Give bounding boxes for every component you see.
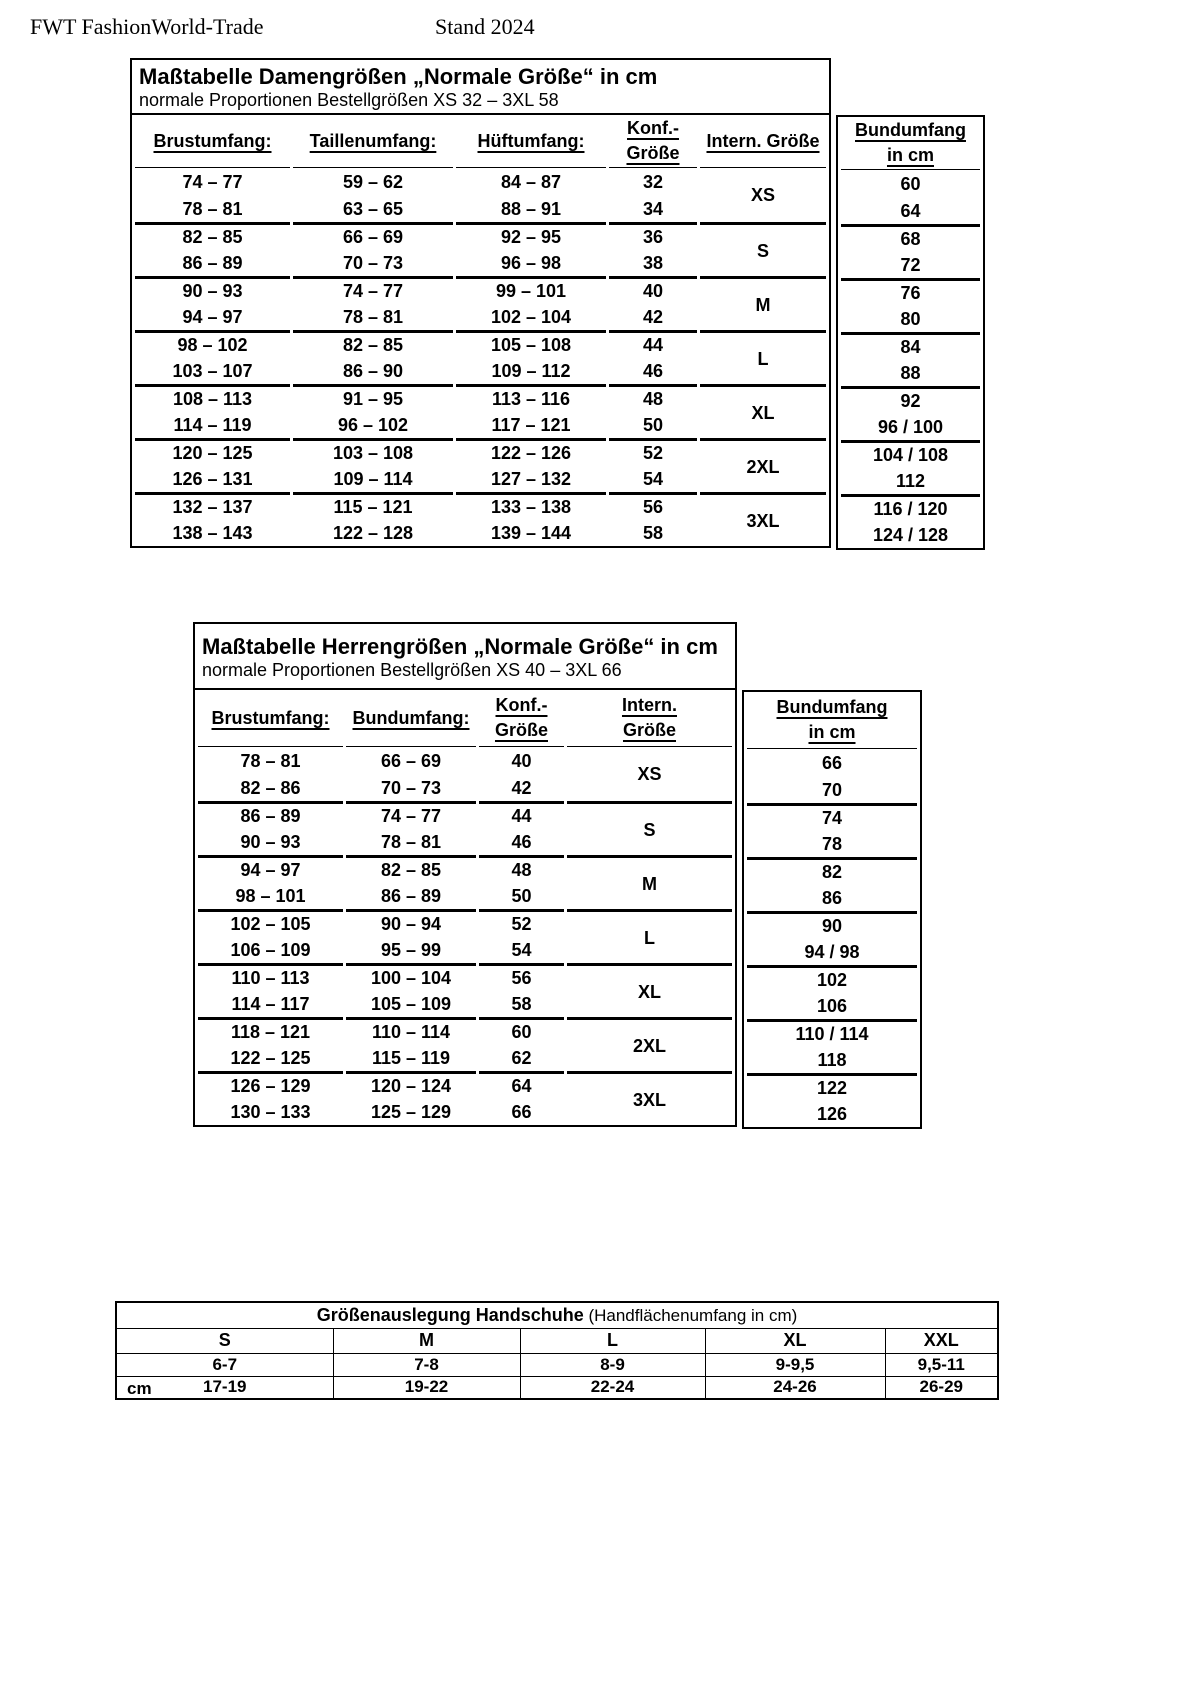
bund-row (747, 1019, 917, 1046)
glove-palm-size-cell: 8-9 (520, 1353, 705, 1376)
men-bund-box (742, 690, 922, 1129)
size-row (198, 801, 732, 828)
men-main-table (195, 690, 735, 1125)
measurement-cell: 34 (642, 198, 664, 219)
women-bund-column (836, 115, 985, 550)
measurement-cell: 86 – 89 (182, 252, 243, 273)
women-table-subtitle: normale Proportionen Bestellgrößen XS 32 – 3XL 58 (139, 90, 559, 110)
measurement-cell: 78 – 81 (240, 750, 301, 771)
measurement-cell: 126 – 129 (198, 1071, 343, 1098)
intern-size-cell: 2XL (567, 1017, 732, 1071)
women-main-table-box (130, 115, 831, 548)
measurement-cell: 52 (479, 909, 564, 936)
document-date: Stand 2024 (435, 14, 535, 39)
glove-size-header-cell: XL (705, 1328, 885, 1353)
women-bund-header-row (841, 117, 980, 170)
size-row (135, 168, 826, 195)
bund-value-cell: 78 (821, 833, 843, 854)
size-row (198, 909, 732, 936)
bund-value-cell: 92 (841, 386, 980, 413)
unit-label: cm (127, 1378, 152, 1398)
gloves-size-header-row (116, 1328, 998, 1353)
measurement-cell: 46 (511, 831, 532, 852)
measurement-cell: 54 (511, 939, 532, 960)
measurement-cell: 99 – 101 (456, 276, 606, 303)
intern-size-cell: 2XL (700, 438, 826, 492)
measurement-cell: 32 (642, 171, 664, 192)
bund-value-cell: 106 (816, 995, 848, 1016)
bund-value-cell: 84 (841, 332, 980, 359)
glove-palm-size-cell: 9,5-11 (885, 1353, 998, 1376)
measurement-cell: 102 – 104 (490, 306, 572, 327)
measurement-cell: 82 – 85 (346, 855, 476, 882)
measurement-cell: 113 – 116 (456, 384, 606, 411)
measurement-cell: 78 – 81 (182, 198, 243, 219)
bund-row (747, 965, 917, 992)
measurement-cell: 82 – 86 (240, 777, 301, 798)
measurement-cell: 74 – 77 (182, 171, 243, 192)
women-header-row (135, 115, 826, 168)
measurement-cell: 86 – 90 (342, 360, 404, 381)
bund-row (841, 332, 980, 359)
gloves-title-row (116, 1302, 998, 1328)
bund-row (747, 992, 917, 1019)
measurement-cell: 139 – 144 (490, 522, 572, 543)
men-title-box (193, 622, 737, 690)
glove-size-header-cell: L (520, 1328, 705, 1353)
measurement-cell: 98 – 102 (135, 330, 290, 357)
measurement-cell: 122 – 125 (230, 1047, 311, 1068)
glove-palm-size-cell: 6-7 (116, 1353, 333, 1376)
bund-row (841, 494, 980, 521)
measurement-cell: 66 – 69 (380, 750, 442, 771)
measurement-cell: 90 – 93 (240, 831, 301, 852)
bund-row (841, 305, 980, 332)
column-header-chest: Brustumfang: (135, 115, 290, 168)
measurement-cell: 40 (609, 276, 697, 303)
measurement-cell: 127 – 132 (490, 468, 572, 489)
measurement-cell: 50 (642, 414, 664, 435)
measurement-cell: 102 – 105 (198, 909, 343, 936)
measurement-cell: 125 – 129 (370, 1101, 452, 1122)
measurement-cell: 50 (511, 885, 532, 906)
women-main-column (130, 58, 831, 548)
glove-palm-size-cell: 7-8 (333, 1353, 520, 1376)
intern-size-cell: L (567, 909, 732, 963)
bund-value-cell: 96 / 100 (877, 416, 944, 437)
measurement-cell: 108 – 113 (135, 384, 290, 411)
measurement-cell: 106 – 109 (230, 939, 311, 960)
bund-value-cell: 86 (821, 887, 843, 908)
bund-row (747, 749, 917, 776)
intern-size-cell: S (700, 222, 826, 276)
glove-cm-cell: 17-19 cm (116, 1376, 333, 1399)
measurement-cell: 110 – 114 (346, 1017, 476, 1044)
measurement-cell: 86 – 89 (198, 801, 343, 828)
gloves-palm-size-row (116, 1353, 998, 1376)
measurement-cell: 78 – 81 (380, 831, 442, 852)
measurement-cell: 100 – 104 (346, 963, 476, 990)
bund-row (747, 857, 917, 884)
measurement-cell: 98 – 101 (235, 885, 306, 906)
measurement-cell: 59 – 62 (342, 171, 404, 192)
measurement-cell: 94 – 97 (182, 306, 243, 327)
size-row (198, 1071, 732, 1098)
bund-value-cell: 122 (747, 1073, 917, 1100)
bund-row (747, 1100, 917, 1127)
bund-row (841, 278, 980, 305)
column-header-waist: Taillenumfang: (293, 115, 453, 168)
bund-row (841, 251, 980, 278)
column-header-waistband: Bundumfang: (346, 690, 476, 747)
measurement-cell: 114 – 117 (231, 993, 310, 1014)
bund-row (841, 413, 980, 440)
intern-size-cell: XL (567, 963, 732, 1017)
measurement-cell: 110 – 113 (198, 963, 343, 990)
glove-palm-size-cell: 9-9,5 (705, 1353, 885, 1376)
measurement-cell: 70 – 73 (342, 252, 404, 273)
bund-row (747, 830, 917, 857)
bund-value-cell: 80 (900, 308, 921, 329)
intern-size-cell: M (700, 276, 826, 330)
bund-value-cell: 124 / 128 (872, 524, 949, 545)
measurement-cell: 114 – 119 (173, 414, 252, 435)
bund-value-cell: 102 (747, 965, 917, 992)
column-header-bund: Bundumfang in cm (747, 692, 917, 749)
intern-size-cell: 3XL (567, 1071, 732, 1125)
measurement-cell: 54 (642, 468, 664, 489)
measurement-cell: 58 (511, 993, 532, 1014)
gloves-title-rest: (Handflächenumfang in cm) (583, 1305, 798, 1325)
measurement-cell: 130 – 133 (230, 1101, 311, 1122)
bund-row (841, 386, 980, 413)
column-header-chest: Brustumfang: (198, 690, 343, 747)
bund-value-cell: 112 (895, 470, 926, 491)
men-main-column (193, 622, 737, 1127)
size-row (135, 222, 826, 249)
intern-size-cell: L (700, 330, 826, 384)
glove-cm-cell: 24-26 (705, 1376, 885, 1399)
men-bund-table (744, 692, 920, 1127)
column-header-intern-size: Intern. Größe (567, 690, 732, 747)
bund-value-cell: 64 (900, 200, 921, 221)
size-row (198, 1017, 732, 1044)
bund-row (747, 884, 917, 911)
measurement-cell: 44 (479, 801, 564, 828)
men-main-table-box (193, 690, 737, 1127)
measurement-cell: 105 – 108 (456, 330, 606, 357)
measurement-cell: 118 – 121 (198, 1017, 343, 1044)
men-table-subtitle: normale Proportionen Bestellgrößen XS 40 – 3XL 66 (202, 660, 622, 680)
gloves-cm-row (116, 1376, 998, 1399)
measurement-cell: 74 – 77 (293, 276, 453, 303)
measurement-cell: 40 (511, 750, 532, 771)
measurement-cell: 122 – 128 (332, 522, 414, 543)
measurement-cell: 94 – 97 (198, 855, 343, 882)
bund-value-cell: 74 (747, 803, 917, 830)
men-table-title: Maßtabelle Herrengrößen „Normale Größe“ in cm (202, 634, 718, 659)
measurement-cell: 103 – 108 (293, 438, 453, 465)
bund-value-cell: 82 (747, 857, 917, 884)
bund-value-cell: 68 (841, 224, 980, 251)
page-header (0, 14, 1190, 44)
bund-row (841, 224, 980, 251)
measurement-cell: 88 – 91 (500, 198, 562, 219)
measurement-cell: 90 – 94 (346, 909, 476, 936)
measurement-cell: 56 (609, 492, 697, 519)
measurement-cell: 92 – 95 (456, 222, 606, 249)
measurement-cell: 44 (609, 330, 697, 357)
size-row (198, 855, 732, 882)
men-header-row (198, 690, 732, 747)
measurement-cell: 66 (511, 1101, 532, 1122)
measurement-cell: 109 – 112 (491, 360, 571, 381)
glove-size-header-cell: XXL (885, 1328, 998, 1353)
bund-value-cell: 60 (900, 173, 921, 194)
measurement-cell: 82 – 85 (135, 222, 290, 249)
intern-size-cell: 3XL (700, 492, 826, 546)
measurement-cell: 91 – 95 (293, 384, 453, 411)
bund-row (747, 803, 917, 830)
measurement-cell: 74 – 77 (346, 801, 476, 828)
measurement-cell: 63 – 65 (342, 198, 404, 219)
gloves-title (116, 1302, 998, 1328)
gloves-size-table (115, 1301, 999, 1400)
measurement-cell: 96 – 102 (337, 414, 409, 435)
column-header-intern-size: Intern. Größe (700, 115, 826, 168)
bund-value-cell: 72 (900, 254, 921, 275)
measurement-cell: 138 – 143 (172, 522, 253, 543)
measurement-cell: 122 – 126 (456, 438, 606, 465)
measurement-cell: 58 (642, 522, 664, 543)
measurement-cell: 78 – 81 (342, 306, 404, 327)
glove-cm-cell: 22-24 (520, 1376, 705, 1399)
measurement-cell: 48 (609, 384, 697, 411)
measurement-cell: 103 – 107 (172, 360, 253, 381)
bund-value-cell: 66 (821, 752, 843, 773)
bund-value-cell: 90 (747, 911, 917, 938)
size-row (135, 330, 826, 357)
bund-row (747, 1073, 917, 1100)
measurement-cell: 64 (479, 1071, 564, 1098)
measurement-cell: 48 (479, 855, 564, 882)
glove-cm-cell: 19-22 (333, 1376, 520, 1399)
measurement-cell: 126 – 131 (172, 468, 253, 489)
company-name: FWT FashionWorld-Trade (30, 14, 264, 39)
bund-row (747, 938, 917, 965)
women-bund-box (836, 115, 985, 550)
column-header-konf-size: Konf.- Größe (609, 115, 697, 168)
bund-row (841, 467, 980, 494)
women-bund-table (838, 117, 983, 548)
size-row (198, 963, 732, 990)
size-row (198, 747, 732, 774)
bund-value-cell: 94 / 98 (804, 941, 860, 962)
measurement-cell: 96 – 98 (500, 252, 562, 273)
women-title-box (130, 58, 831, 115)
size-row (135, 438, 826, 465)
bund-value-cell: 76 (841, 278, 980, 305)
bund-row (841, 440, 980, 467)
measurement-cell: 105 – 109 (370, 993, 452, 1014)
bund-value-cell: 104 / 108 (841, 440, 980, 467)
intern-size-cell: S (567, 801, 732, 855)
size-row (135, 492, 826, 519)
glove-size-header-cell: S (116, 1328, 333, 1353)
measurement-cell: 133 – 138 (456, 492, 606, 519)
intern-size-cell: XS (750, 185, 775, 205)
measurement-cell: 70 – 73 (380, 777, 442, 798)
column-header-hip: Hüftumfang: (456, 115, 606, 168)
measurement-cell: 46 (642, 360, 664, 381)
bund-value-cell: 88 (900, 362, 921, 383)
gloves-title-bold: Größenauslegung Handschuhe (316, 1304, 584, 1325)
measurement-cell: 62 (511, 1047, 532, 1068)
glove-cm-cell: 26-29 (885, 1376, 998, 1399)
size-row (135, 384, 826, 411)
measurement-cell: 42 (642, 306, 664, 327)
measurement-cell: 109 – 114 (333, 468, 413, 489)
bund-row (841, 170, 980, 197)
women-table-title: Maßtabelle Damengrößen „Normale Größe“ in cm (139, 64, 658, 89)
bund-value-cell: 116 / 120 (841, 494, 980, 521)
measurement-cell: 38 (642, 252, 664, 273)
bund-row (747, 1046, 917, 1073)
column-header-bund: Bundumfang in cm (841, 117, 980, 170)
intern-size-cell: XS (637, 764, 662, 784)
measurement-cell: 117 – 121 (491, 414, 571, 435)
measurement-cell: 84 – 87 (500, 171, 562, 192)
measurement-cell: 115 – 119 (371, 1047, 451, 1068)
bund-value-cell: 126 (816, 1103, 848, 1124)
men-size-table-section (193, 622, 922, 1129)
bund-value-cell: 110 / 114 (747, 1019, 917, 1046)
measurement-cell: 132 – 137 (135, 492, 290, 519)
measurement-cell: 82 – 85 (293, 330, 453, 357)
intern-size-cell: M (567, 855, 732, 909)
bund-value-cell: 70 (821, 779, 843, 800)
column-header-konf-size: Konf.- Größe (479, 690, 564, 747)
measurement-cell: 115 – 121 (293, 492, 453, 519)
women-main-table (132, 115, 829, 546)
bund-row (841, 197, 980, 224)
measurement-cell: 52 (609, 438, 697, 465)
measurement-cell: 120 – 125 (135, 438, 290, 465)
measurement-cell: 120 – 124 (346, 1071, 476, 1098)
measurement-cell: 86 – 89 (380, 885, 442, 906)
bund-row (747, 911, 917, 938)
measurement-cell: 60 (479, 1017, 564, 1044)
size-row (135, 276, 826, 303)
measurement-cell: 95 – 99 (380, 939, 442, 960)
bund-value-cell: 118 (817, 1049, 847, 1070)
measurement-cell: 66 – 69 (293, 222, 453, 249)
measurement-cell: 42 (511, 777, 532, 798)
measurement-cell: 36 (609, 222, 697, 249)
glove-size-header-cell: M (333, 1328, 520, 1353)
bund-row (841, 359, 980, 386)
men-bund-header-row (747, 692, 917, 749)
measurement-cell: 90 – 93 (135, 276, 290, 303)
women-size-table-section (130, 58, 985, 550)
bund-row (841, 521, 980, 548)
intern-size-cell: XL (700, 384, 826, 438)
men-bund-column (742, 690, 922, 1129)
measurement-cell: 56 (479, 963, 564, 990)
bund-row (747, 776, 917, 803)
